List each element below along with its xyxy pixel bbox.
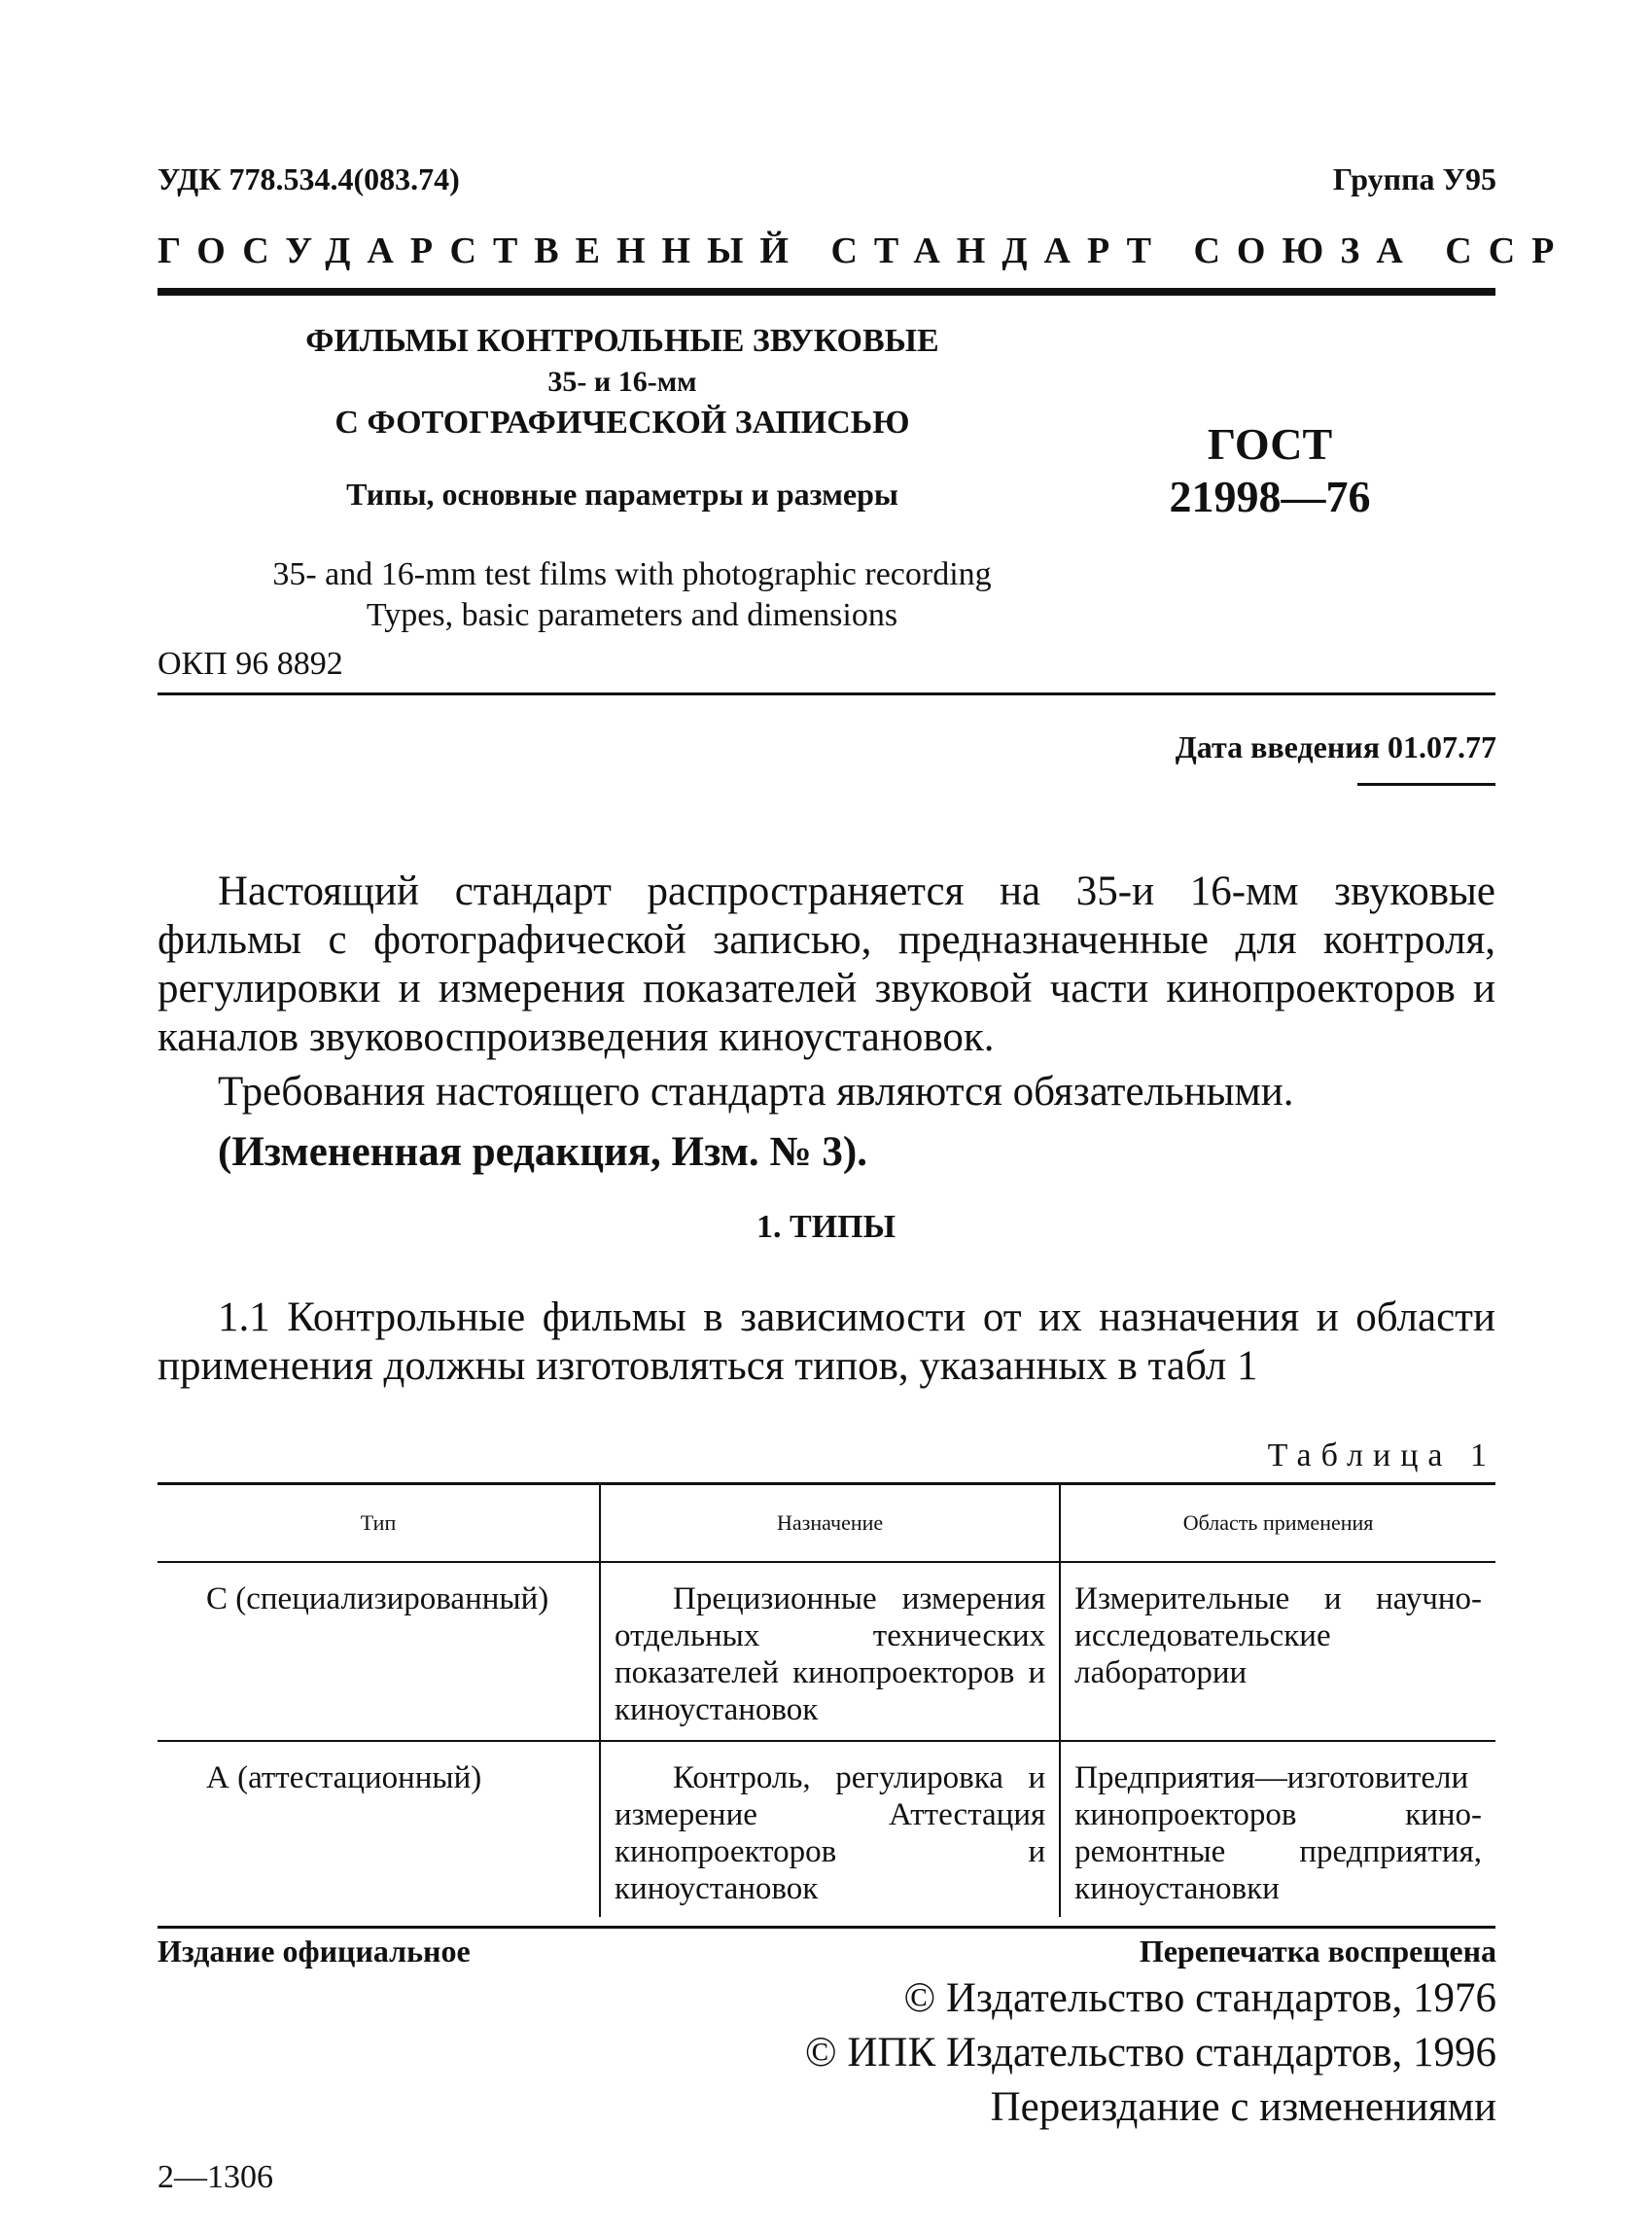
document-title	[282, 321, 963, 443]
okp-code: ОКП 96 8892	[158, 646, 343, 682]
cell-area: Предприятия—изготовители кинопроекторов кинo-ремонтные предприятия, киноустановки	[1060, 1741, 1495, 1917]
title-rule	[158, 692, 1495, 695]
page-code: 2—1306	[158, 2159, 273, 2195]
clause-1-1: 1.1 Контрольные фильмы в зависимости от их назначения и области применения должны изготовляться типов, указанных в табл 1	[158, 1295, 1495, 1389]
header-rule	[158, 288, 1495, 296]
reprint-prohibited: Перепечатка воспрещена	[1139, 1933, 1496, 1969]
copyright-1976: © Издательство стандартов, 1976	[903, 1975, 1496, 2021]
title-line-1: ФИЛЬМЫ КОНТРОЛЬНЫЕ ЗВУКОВЫЕ	[305, 323, 939, 359]
document-subtitle: Типы, основные параметры и размеры	[346, 477, 898, 512]
english-title-line-2: Types, basic parameters and dimensions	[366, 597, 898, 633]
table-caption: Таблица 1	[1267, 1437, 1496, 1473]
introduction-date: Дата введения 01.07.77	[1175, 729, 1496, 764]
cell-purpose: Прецизионные измерения отдельных технических показателей кинопроекторов и киноустановок	[600, 1562, 1060, 1741]
title-line-2: 35- и 16-мм	[547, 366, 697, 398]
header-type: Тип	[158, 1484, 600, 1563]
scope-paragraph: Настоящий стандарт распространяется на 35-и 16-мм звуковые фильмы с фотографической записью, предназначенные для контроля, регулировки и измерения показателей звуковой части кинопроекторов и каналов звуковоспроизведения киноустановок.	[158, 869, 1495, 1060]
table-bottom-rule	[158, 1926, 1495, 1929]
header-purpose: Назначение	[600, 1484, 1060, 1563]
mandatory-paragraph: Требования настоящего стандарта являются обязательными.	[218, 1069, 1294, 1115]
state-standard-heading: ГОСУДАРСТВЕННЫЙ СТАНДАРТ СОЮЗА ССР	[158, 231, 1571, 271]
copyright-1996: © ИПК Издательство стандартов, 1996	[804, 2030, 1496, 2075]
types-table	[158, 1482, 1495, 1917]
group-code: Группа У95	[1332, 161, 1496, 196]
official-edition: Издание официальное	[158, 1933, 471, 1969]
table-row	[158, 1562, 1495, 1741]
english-title-line-1: 35- and 16-mm test films with photographic recording	[272, 556, 992, 592]
table-row	[158, 1741, 1495, 1917]
udk-code: УДК 778.534.4(083.74)	[158, 161, 460, 196]
english-title	[194, 554, 1070, 636]
gost-designation	[1143, 418, 1396, 523]
reissue-note: Переиздание с изменениями	[990, 2084, 1496, 2130]
cell-area: Измерительные и научно-исследовательские лаборатории	[1060, 1562, 1495, 1741]
cell-purpose: Контроль, регулировка и измерение Аттестация кинопроекторов и киноустановок	[600, 1741, 1060, 1917]
amendment-note: (Измененная редакция, Изм. № 3).	[218, 1129, 867, 1175]
gost-label: ГОСТ	[1207, 419, 1333, 469]
section-title: 1. ТИПЫ	[756, 1209, 896, 1245]
cell-type: С (специализированный)	[158, 1562, 600, 1741]
table-header-row	[158, 1484, 1495, 1563]
date-underline	[1357, 783, 1495, 786]
title-line-3: С ФОТОГРАФИЧЕСКОЙ ЗАПИСЬЮ	[334, 405, 910, 441]
gost-number: 21998—76	[1169, 472, 1371, 521]
header-area: Область применения	[1060, 1484, 1495, 1563]
cell-type: А (аттестационный)	[206, 1760, 482, 1795]
